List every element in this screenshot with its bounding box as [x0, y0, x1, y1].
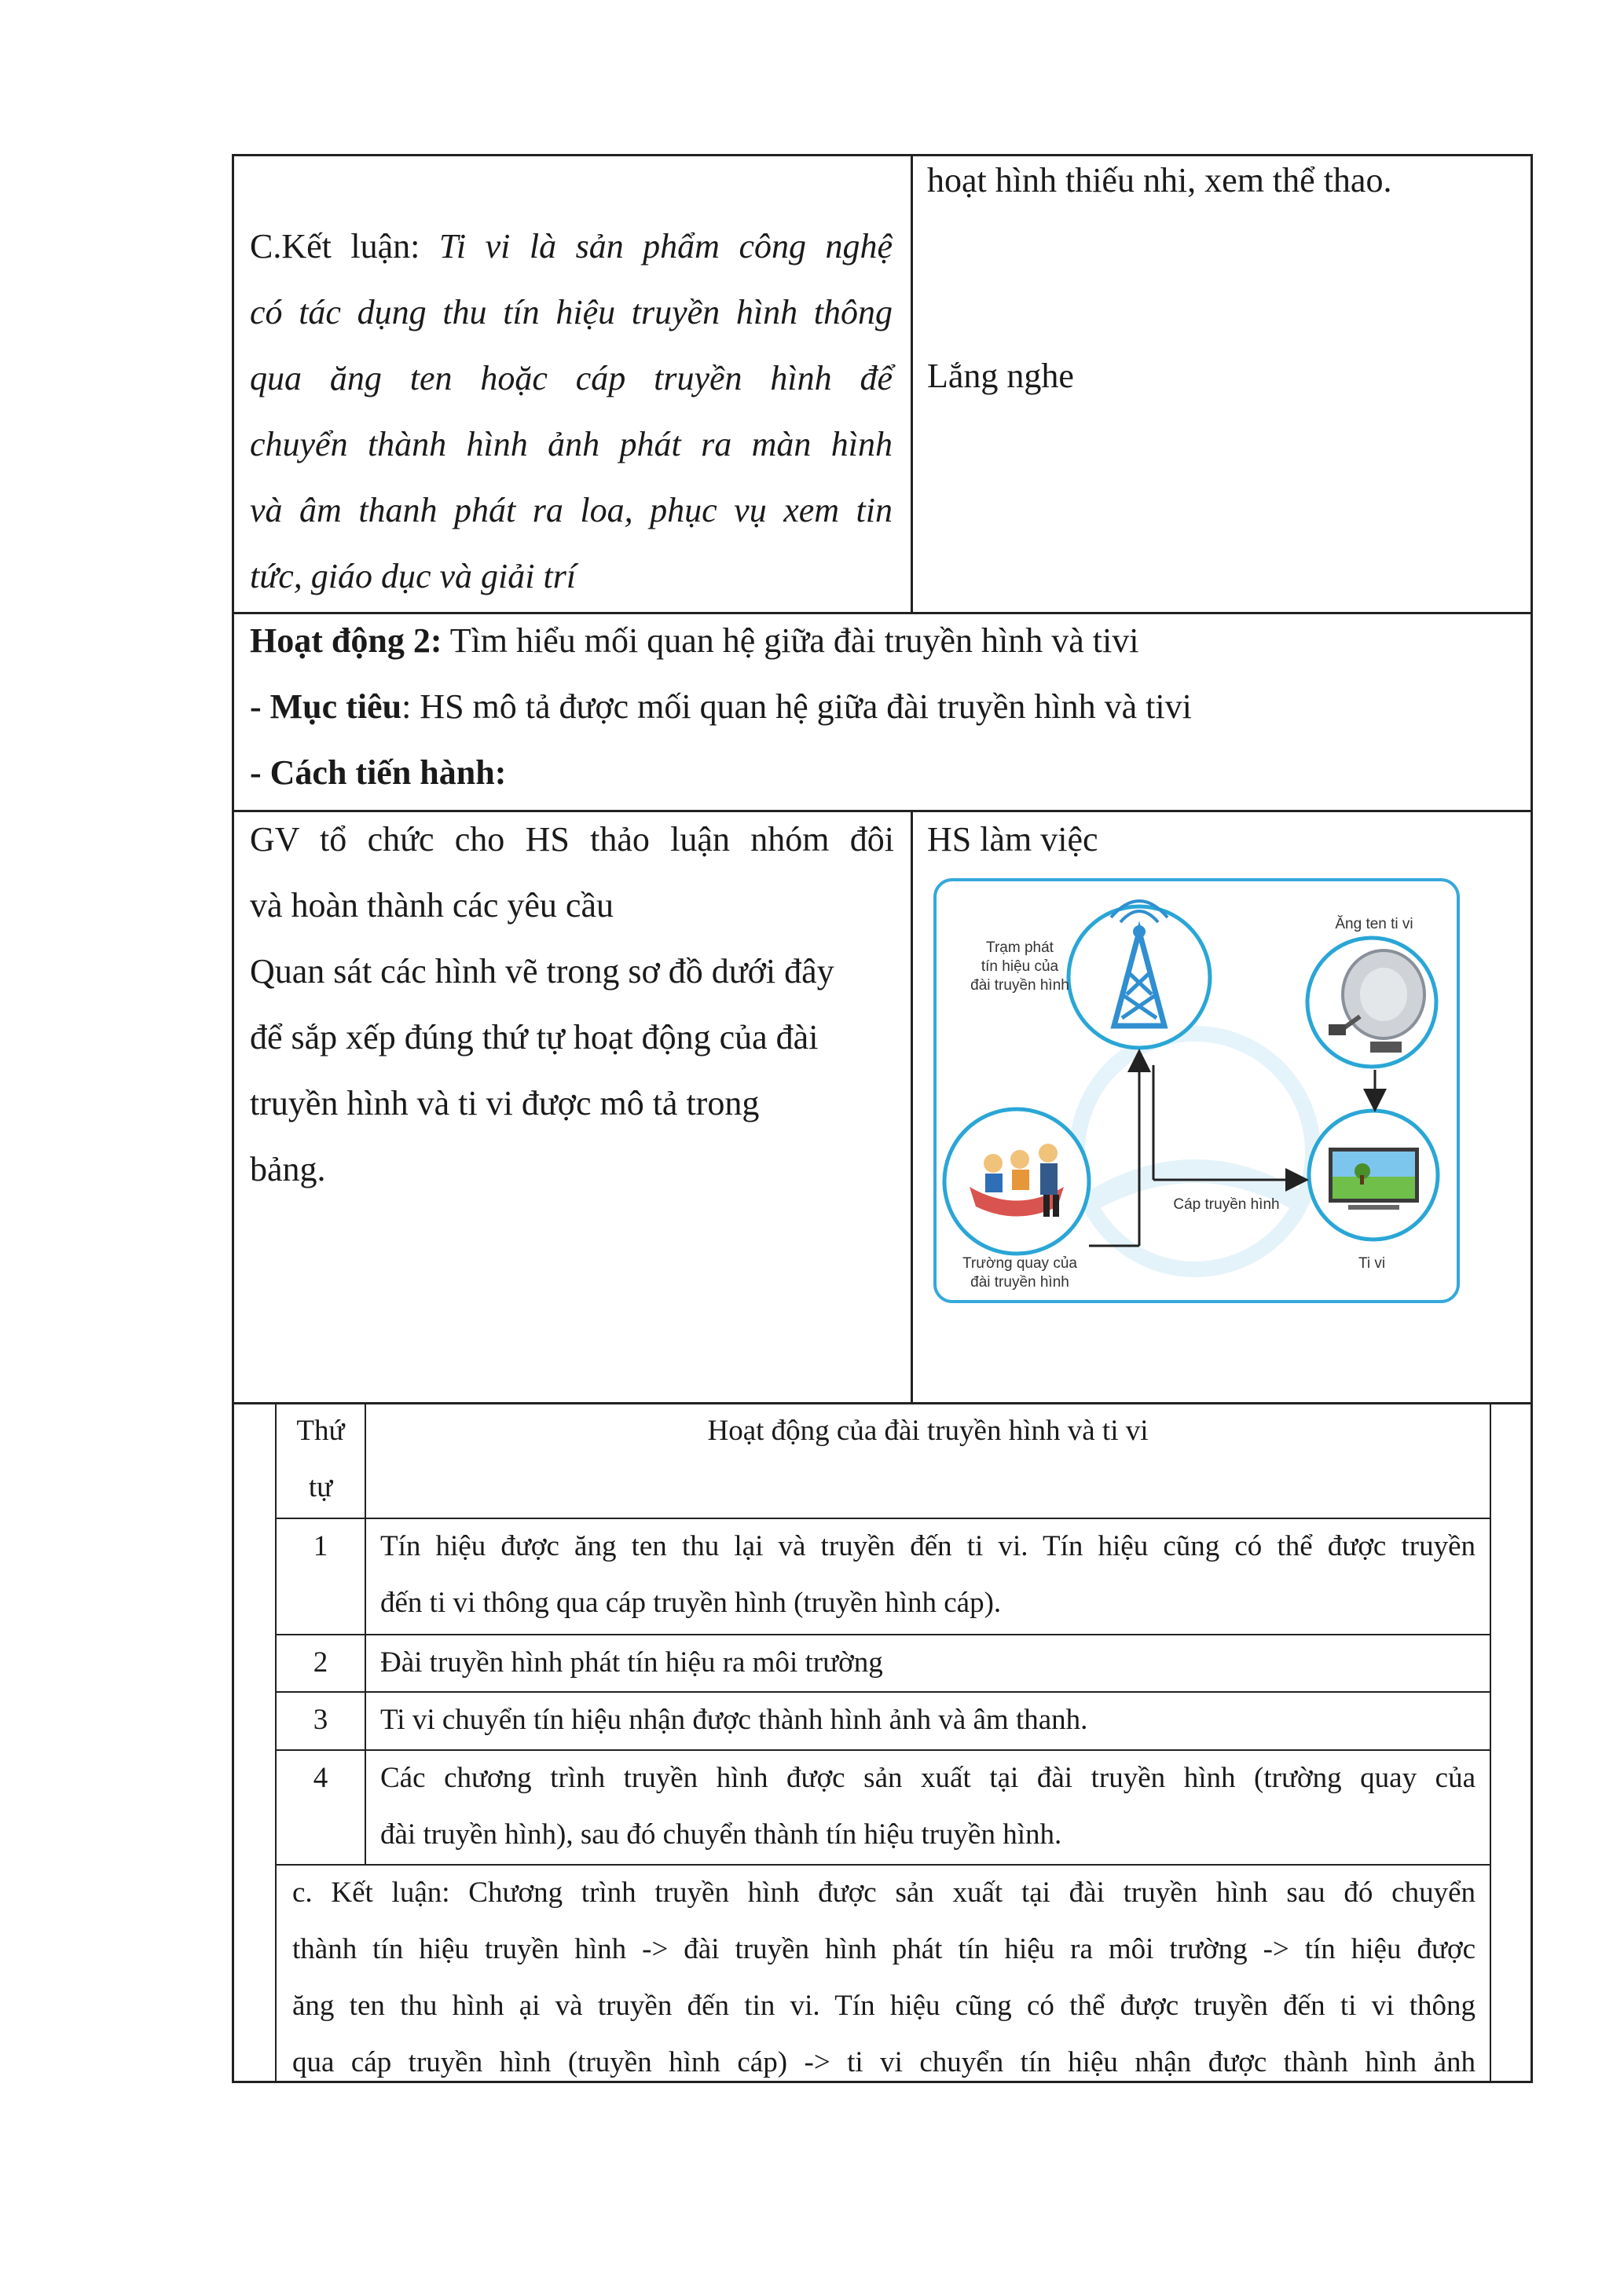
cable-label: Cáp truyền hình: [1173, 1196, 1280, 1213]
header-num-line2: tự: [308, 1471, 333, 1503]
row-4-line2: đài truyền hình), sau đó chuyển thành tín hiệu truyền hình.: [380, 1818, 1062, 1851]
row3-left-line3: Quan sát các hình vẽ trong sơ đồ dưới đây: [250, 952, 834, 991]
activity2-goal: [250, 674, 1515, 740]
row1-right: [927, 148, 1516, 214]
conclusion-text: Ti vi là sản phẩm công nghệ: [438, 227, 893, 265]
conclusion-line-6: tức, giáo dục và giải trí: [250, 557, 577, 595]
tower-label-2: tín hiệu của: [981, 958, 1059, 975]
inner-conclusion-line3: ăng ten thu hình ại và truyền đến tin vi. Tín hiệu cũng có thể được truyền đến ti vi thông: [292, 1990, 1476, 2022]
header-num: [277, 1403, 365, 1516]
conclusion-line-1: [250, 214, 893, 280]
row1-conclusion: [250, 214, 893, 610]
studio-label-2: đài truyền hình: [970, 1274, 1069, 1291]
border-right: [1531, 154, 1533, 2083]
row-3-line1: Ti vi chuyển tín hiệu nhận được thành hình ảnh và âm thanh.: [380, 1704, 1088, 1736]
border-col-divider-1: [911, 154, 913, 613]
row3-right-title: [927, 807, 1516, 873]
row1-right-listen: [927, 343, 1516, 409]
goal-rest: : HS mô tả được mối quan hệ giữa đài truyền hình và tivi: [401, 687, 1192, 726]
row-1-activity: [380, 1518, 1476, 1631]
activity2-title-rest: Tìm hiểu mối quan hệ giữa đài truyền hình và tivi: [442, 621, 1139, 660]
header-num-line1: Thứ: [296, 1415, 345, 1447]
tv-label: Ti vi: [1358, 1255, 1386, 1272]
border-col-divider-3: [911, 810, 913, 1404]
tower-label-3: đài truyền hình: [970, 977, 1069, 994]
inner-conclusion-line2: thành tín hiệu truyền hình -> đài truyền hình phát tín hiệu ra môi trường -> tín hiệu được: [292, 1933, 1476, 1965]
tv-node: [1309, 1111, 1438, 1240]
tower-label-1: Trạm phát: [986, 939, 1054, 956]
row1-right-line1: hoạt hình thiếu nhi, xem thể thao.: [927, 161, 1392, 200]
inner-conclusion: [292, 1865, 1476, 2091]
row-1-num: [277, 1518, 365, 1575]
conclusion-prefix: C.Kết luận:: [250, 227, 439, 265]
antenna-label: Ăng ten ti vi: [1335, 916, 1413, 932]
conclusion-line-4: chuyển thành hình ảnh phát ra màn hình: [250, 425, 893, 463]
row-2-num: [277, 1635, 365, 1691]
border-left: [232, 154, 234, 2083]
header-activity-text: Hoạt động của đài truyền hình và ti vi: [707, 1415, 1149, 1447]
row-4-activity: [380, 1750, 1476, 1863]
row-2-num-text: 2: [313, 1646, 328, 1679]
inner-conclusion-line4: qua cáp truyền hình (truyền hình cáp) -> ti vi chuyển tín hiệu nhận được thành hình ảnh: [292, 2046, 1476, 2078]
conclusion-line-5: và âm thanh phát ra loa, phục vụ xem tin: [250, 491, 893, 529]
studio-label-1: Trường quay của: [962, 1255, 1077, 1272]
conclusion-line-2: có tác dụng thu tín hiệu truyền hình thông: [250, 293, 893, 331]
row-4-line1: Các chương trình truyền hình được sản xuất tại đài truyền hình (trường quay của: [380, 1762, 1476, 1794]
row-2-line1: Đài truyền hình phát tín hiệu ra môi trường: [380, 1646, 883, 1679]
row3-left-line6: bảng.: [250, 1150, 326, 1188]
row-2-activity: [380, 1635, 1476, 1691]
inner-border-right: [1490, 1402, 1491, 2081]
row3-left-line1: GV tổ chức cho HS thảo luận nhóm đôi: [250, 820, 894, 859]
activity2-title-bold: Hoạt động 2:: [250, 621, 442, 660]
row-4-num: [277, 1750, 365, 1807]
inner-conclusion-line1: c. Kết luận: Chương trình truyền hình được sản xuất tại đài truyền hình sau đó chuyển: [292, 1877, 1476, 1909]
goal-bold: - Mục tiêu: [250, 687, 402, 726]
antenna-node: [1307, 938, 1436, 1067]
listen-text: Lắng nghe: [927, 357, 1074, 395]
row-3-num: [277, 1692, 365, 1749]
row-3-num-text: 3: [313, 1704, 328, 1736]
row3-left: [250, 807, 894, 1203]
row3-left-line2: và hoàn thành các yêu cầu: [250, 886, 614, 925]
row-1-line1: Tín hiệu được ăng ten thu lại và truyền đến ti vi. Tín hiệu cũng có thể được truyền: [380, 1530, 1476, 1562]
hs-working-text: HS làm việc: [927, 820, 1098, 859]
tv-broadcast-diagram: [932, 877, 1461, 1305]
tv-icon: [1329, 1148, 1419, 1210]
row-4-num-text: 4: [313, 1762, 328, 1794]
row3-left-line4: để sắp xếp đúng thứ tự hoạt động của đài: [250, 1018, 819, 1056]
row-3-activity: [380, 1692, 1476, 1749]
studio-node: [944, 1109, 1089, 1254]
activity2-block: [250, 608, 1515, 806]
inner-border-col: [365, 1402, 366, 1866]
activity2-title: [250, 608, 1515, 674]
conclusion-line-3: qua ăng ten hoặc cáp truyền hình để: [250, 359, 893, 397]
header-activity: [366, 1403, 1490, 1459]
activity2-method: - Cách tiến hành:: [250, 753, 507, 792]
row-1-line2: đến ti vi thông qua cáp truyền hình (truyền hình cáp).: [380, 1587, 1002, 1619]
row3-left-line5: truyền hình và ti vi được mô tả trong: [250, 1084, 760, 1122]
row-1-num-text: 1: [313, 1530, 328, 1562]
